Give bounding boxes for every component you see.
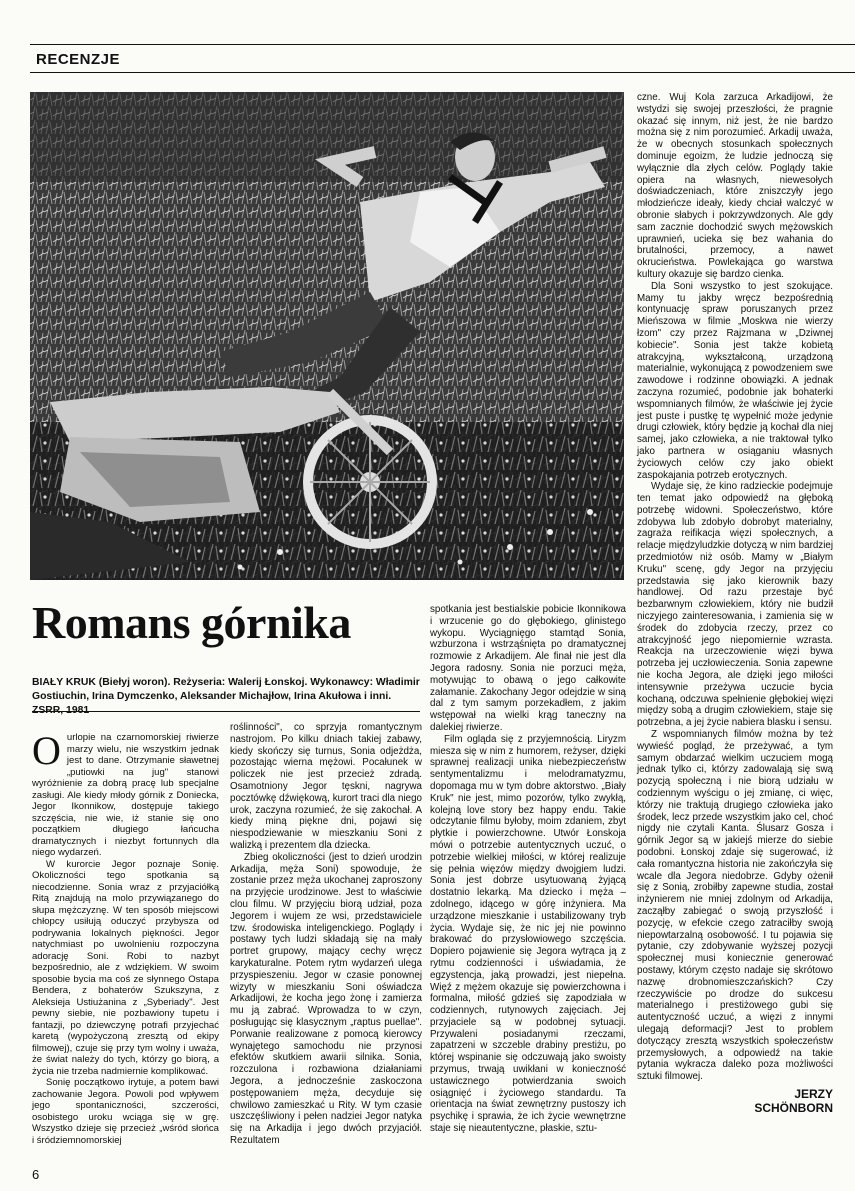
- section-label: RECENZJE: [36, 51, 121, 68]
- paragraph: Z wspomnianych filmów można by też wywieść pogląd, że przeżywać, a tym samym obdarzać wielkim uczuciem mogą jednak tylko ci, którzy zadowalają się swą pozycją społeczną i nie biorą udziału w codziennym wyścigu o jej zmianę, ci więc, którzy nie traktują drugiego człowieka jako środek, lecz przede wszystkim jako cel, choć nigdy nie czytali Kanta. Ślusarz Gosza i górnik Jegor są w jakiejś mierze do siebie podobni. Łonskoj zdaje się sugerować, iż cała romantyczna historia nie zakończyła się wcale dla Jegora niedobrze. Gdyby ożenił się z Sonią, zrobiłby zapewne studia, został inżynierem nie mniej zdolnym od Arkadija, zacząłby zabiegać o swoją przyszłość i pozycję, w efekcie czego zatraciłby swoją niepowtarzalną osobowość. I tu pojawia się pytanie, czy zdobywanie wyższej pozycji społecznej musi koniecznie generować postawy, którym często nadaje się skrótowo nazwę drobnomieszczańskich? Czy rzeczywiście po drodze do sukcesu materialnego i prestiżowego gubi się autentyczność uczuć, a więzi z innymi ulegają deformacji? Jest to problem dotyczący zresztą wszystkich społeczeństw przemysłowych, a odpowiedź na takie pytania wykracza daleko poza możliwości sztuki filmowej.: [637, 729, 833, 1083]
- paragraph: Wydaje się, że kino radzieckie podejmuje ten temat jako odpowiedź na głęboką potrzebę widowni. Społeczeństwo, które zdobywa lub zdobyło dobrobyt materialny, zagraża reifikacja więzi społecznych, a relacje międzyludzkie dotyczą w nim bardziej przedmiotów niż osób. Mamy w „Białym Kruku" scenę, gdy Jegor na przyjęciu przedstawia się jako kierownik bazy handlowej. Od razu przestaje być bezbarwnym człowiekiem, który nie budził niczyjego zainteresowania, i zamienia się w środek do zdobycia rzeczy, przez co atrakcyjność jego niepomiernie wzrasta. Reakcja na urzeczowienie więzi bywa potrzeba jej uczłowieczenia. Sonia zapewne nie kocha Jegora, ale dzięki jego miłości intensywnie przeżywa uczucie bycia kochaną, odczuwa spełnienie głębokiej więzi między sobą a drugim człowiekiem, staje się potrzebna, a jej życie nabiera blasku i sensu.: [637, 481, 833, 729]
- header-rule: [30, 44, 855, 45]
- text-column-2: [230, 722, 422, 1147]
- paragraph: Film ogląda się z przyjemnością. Liryzm miesza się w nim z humorem, reżyser, dzięki sprawnej realizacji unika niebezpieczeństw sentymentalizmu i melodramatyzmu, dopomaga mu w tym dobre aktorstwo. „Biały Kruk" nie jest, mimo pozorów, tylko zwykłą, kolejną love story bez happy endu. Takie odczytanie filmu byłoby, moim zdaniem, zbyt płytkie i powierzchowne. Utwór Łonskoja mówi o potrzebie autentycznych uczuć, o potrzebie wielkiej miłości, w której realizuje się pełnia więzów między dwojgiem ludzi. Sonia jest dobrze usytuowaną żyjącą dostatnio lekarką. Ma dziecko i męża – zdolnego, idącego w górę inżyniera. Ma urządzone mieszkanie i ustabilizowany tryb życia. Wydaje się, że nic jej nie powinno brakować do przysłowiowego szczęścia. Dopiero pojawienie się Jegora wytrąca ją z rytmu codzienności i uświadamia, że egzystencja, jaką prowadzi, jest niepełna. Więź z mężem okazuje się powierzchowna i formalna, miłość gdzieś się zapodziała w codziennych, rutynowych zajęciach. Jej przyjaciele są w podobnej sytuacji. Przywaleni posiadanymi rzeczami, zapatrzeni w szczeble drabiny prestiżu, po której wspinanie się odczuwają jako swoisty przymus, trwają uwikłani w konieczność ustawicznego potwierdzania swoich osiągnięć i życiowego standardu. Ta orientacja na świat zewnętrzny pustoszy ich psychikę i sprawia, że ich życie wewnętrzne staje się nieautentyczne, płaskie, sztu-: [430, 733, 626, 1135]
- drop-cap: O: [32, 728, 61, 773]
- article-title: Romans górnika: [32, 597, 351, 648]
- paragraph: Sonię początkowo irytuje, a potem bawi zachowanie Jegora. Powoli pod wpływem jego spontaniczności, szczerości, osobistego uroku wciąga się w grę. Wszystko dzieje się przecież „wśród słońca i śródziemnomorskiej: [32, 1077, 219, 1146]
- film-credits: BIAŁY KRUK (Biełyj woron). Reżyseria: Walerij Łonskoj. Wykonawcy: Władimir Gostiuchin, Irina Dymczenko, Aleksander Michajłow, Irina Akułowa i inni. ZSRR, 1981: [32, 677, 420, 716]
- author-signature: [637, 1087, 833, 1115]
- paragraph: Zbieg okoliczności (jest to dzień urodzin Arkadija, męża Soni) spowoduje, że zostanie przez męża ukochanej zaproszony na przyjęcie urodzinowe. Jest to właściwie clou filmu. W przyjęciu biorą udział, poza Jegorem i wujem ze wsi, przedstawiciele tzw. środowiska inteligenckiego. Poglądy i postawy tych ludzi składają się na mały portret grupowy, mający cechy wręcz karykaturalne. Potem rytm wydarzeń ulega przyspieszeniu. Jegor w czasie ponownej wizyty w mieszkaniu Soni oświadcza Arkadijowi, że kocha jego żonę i zamierza mu ją zabrać. Wprowadza to w czyn, posługując się klasycznym „raptus puellae". Porwanie realizowane z pomocą kierowcy wynajętego samochodu nie przynosi efektów skutkiem awarii silnika. Sonia, rozczulona i rozbawiona działaniami Jegora, a jednocześnie zaskoczona postępowaniem męża, decyduje się chwilowo zamieszkać u Rity. W tym czasie uszczęśliwiony i pełen nadziei Jegor natyka się na Arkadija i jego dwóch przyjaciół. Rezultatem: [230, 851, 422, 1146]
- text-column-3: [430, 604, 626, 1135]
- film-still-photo: [30, 92, 624, 580]
- film-still-illustration: [30, 92, 624, 580]
- text-column-4: [637, 92, 833, 1115]
- header-rule-bottom: [30, 72, 855, 73]
- paragraph: Dla Soni wszystko to jest szokujące. Mamy tu jakby wręcz bezpośrednią kontynuację spraw poruszanych przez Mieńszowa w filmie „Moskwa nie wierzy łzom" czy przez Rajzmana w „Dziwnej kobiecie". Sonia jest także kobietą atrakcyjną, wykształconą, urządzoną materialnie, wykonującą z powodzeniem swe zawodowe i rodzinne obowiązki. A jednak zaczyna rozumieć, podobnie jak bohaterki wspomnianych filmów, że właściwie jej życie jest puste i pustkę tę wypełnić może jedynie drugi człowiek, który będzie ją kochał dla niej samej, jako człowieka, a nie traktował tylko jako partnera w osiąganiu własnych życiowych celów czy jako obiekt zaspokajania potrzeb erotycznych.: [637, 280, 833, 481]
- text-column-1: [32, 728, 219, 1146]
- author-last-name: SCHÖNBORN: [754, 1100, 833, 1115]
- credits-rule: [32, 711, 420, 712]
- paragraph: spotkania jest bestialskie pobicie Ikonnikowa i wrzucenie go do głębokiego, glinistego wykopu. Wyciągnięgo stamtąd Sonia, wzburzona i wstrząśnięta po dramatycznej rozmowie z Arkadijem. Ale finał nie jest dla Jegora radosny. Sonia nie porzuci męża, motywując to obawą o jego całkowite załamanie. Zakochany Jegor odejdzie w siną dal z tym samym porzekadłem, z jakim wstępował na wielki krąg taneczny na dalekiej riwierze.: [430, 604, 626, 733]
- paragraph: W kurorcie Jegor poznaje Sonię. Okoliczności tego spotkania są niecodzienne. Sonia wraz z przyjaciółką Ritą znajdują na molo przywiązanego do słupa mężczyznę. W ten sposób miejscowi chłopcy usiłują oduczyć przybysza od podrywania lokalnych piękności. Jegor natychmiast po uwolnieniu rozpoczyna adorację Soni. Robi to nazbyt bezpośrednio, ale z wdziękiem. W swoim sposobie bycia ma coś ze słynnego Ostapa Bendera, z bohaterów Szukszyna, z Aleksieja Ustiużanina z „Syberiady". Jest pewny siebie, nie pozbawiony tupetu i fantazji, po dziewczynę potrafi przyjechać karetą (wypożyczoną zresztą od ekipy filmowej), czuje się przy tym wolny i uważa, że świat należy do tych, którzy go biorą, a życia nie trzeba nadmiernie komplikować.: [32, 858, 219, 1077]
- page-number: 6: [32, 1167, 40, 1182]
- paragraph: roślinności", co sprzyja romantycznym nastrojom. Po kilku dniach takiej zabawy, kiedy skończy się turnus, Sonia odjeżdża, pozostając wierna mężowi. Pocałunek w policzek nie jest przecież zdradą. Osamotniony Jegor tęskni, nagrywa pocztówkę dźwiękową, kurort traci dla niego urok, zaczyna rozumieć, że się zakochał. A kiedy miną piękne dni, pojawi się niespodziewanie w mieszkaniu Soni z walizką i prezentem dla dziecka.: [230, 722, 422, 851]
- author-first-name: JERZY: [794, 1086, 833, 1101]
- paragraph: urlopie na czarnomorskiej riwierze marzy wielu, nie wszystkim jednak jest to dane. Otrzymanie sławetnej „putiowki na jug" stanowi wyróżnienie za dobrą pracę lub specjalne zasługi. Ale kiedy młody górnik z Doniecka, Jegor Ikonnikow, dostępuje takiego szczęścia, nie wie, iż stanie się ono początkiem długiego łańcucha dramatycznych i niezbyt fortunnych dla niego wydarzeń.: [32, 732, 219, 858]
- paragraph: czne. Wuj Kola zarzuca Arkadijowi, że wstydzi się swojej przeszłości, że pragnie okazać się innym, niż jest, że nie bardzo można się z nim porozumieć. Arkadij uważa, że w obecnych stosunkach społecznych dominuje egoizm, że ludzie jednoczą się wyłącznie dla złych celów. Poglądy takie opiera na własnych, niewesołych doświadczeniach, które zniszczyły jego młodzieńcze ideały, kiedy chciał walczyć w obronie słabych i pokrzywdzonych. Ale gdy sam zacznie dochodzić swych mężowskich uprawnień, ucieka się bez wahania do brutalności, przemocy, a nawet okrucieństwa. Powlekająca go warstwa kultury okazuje się bardzo cienka.: [637, 92, 833, 280]
